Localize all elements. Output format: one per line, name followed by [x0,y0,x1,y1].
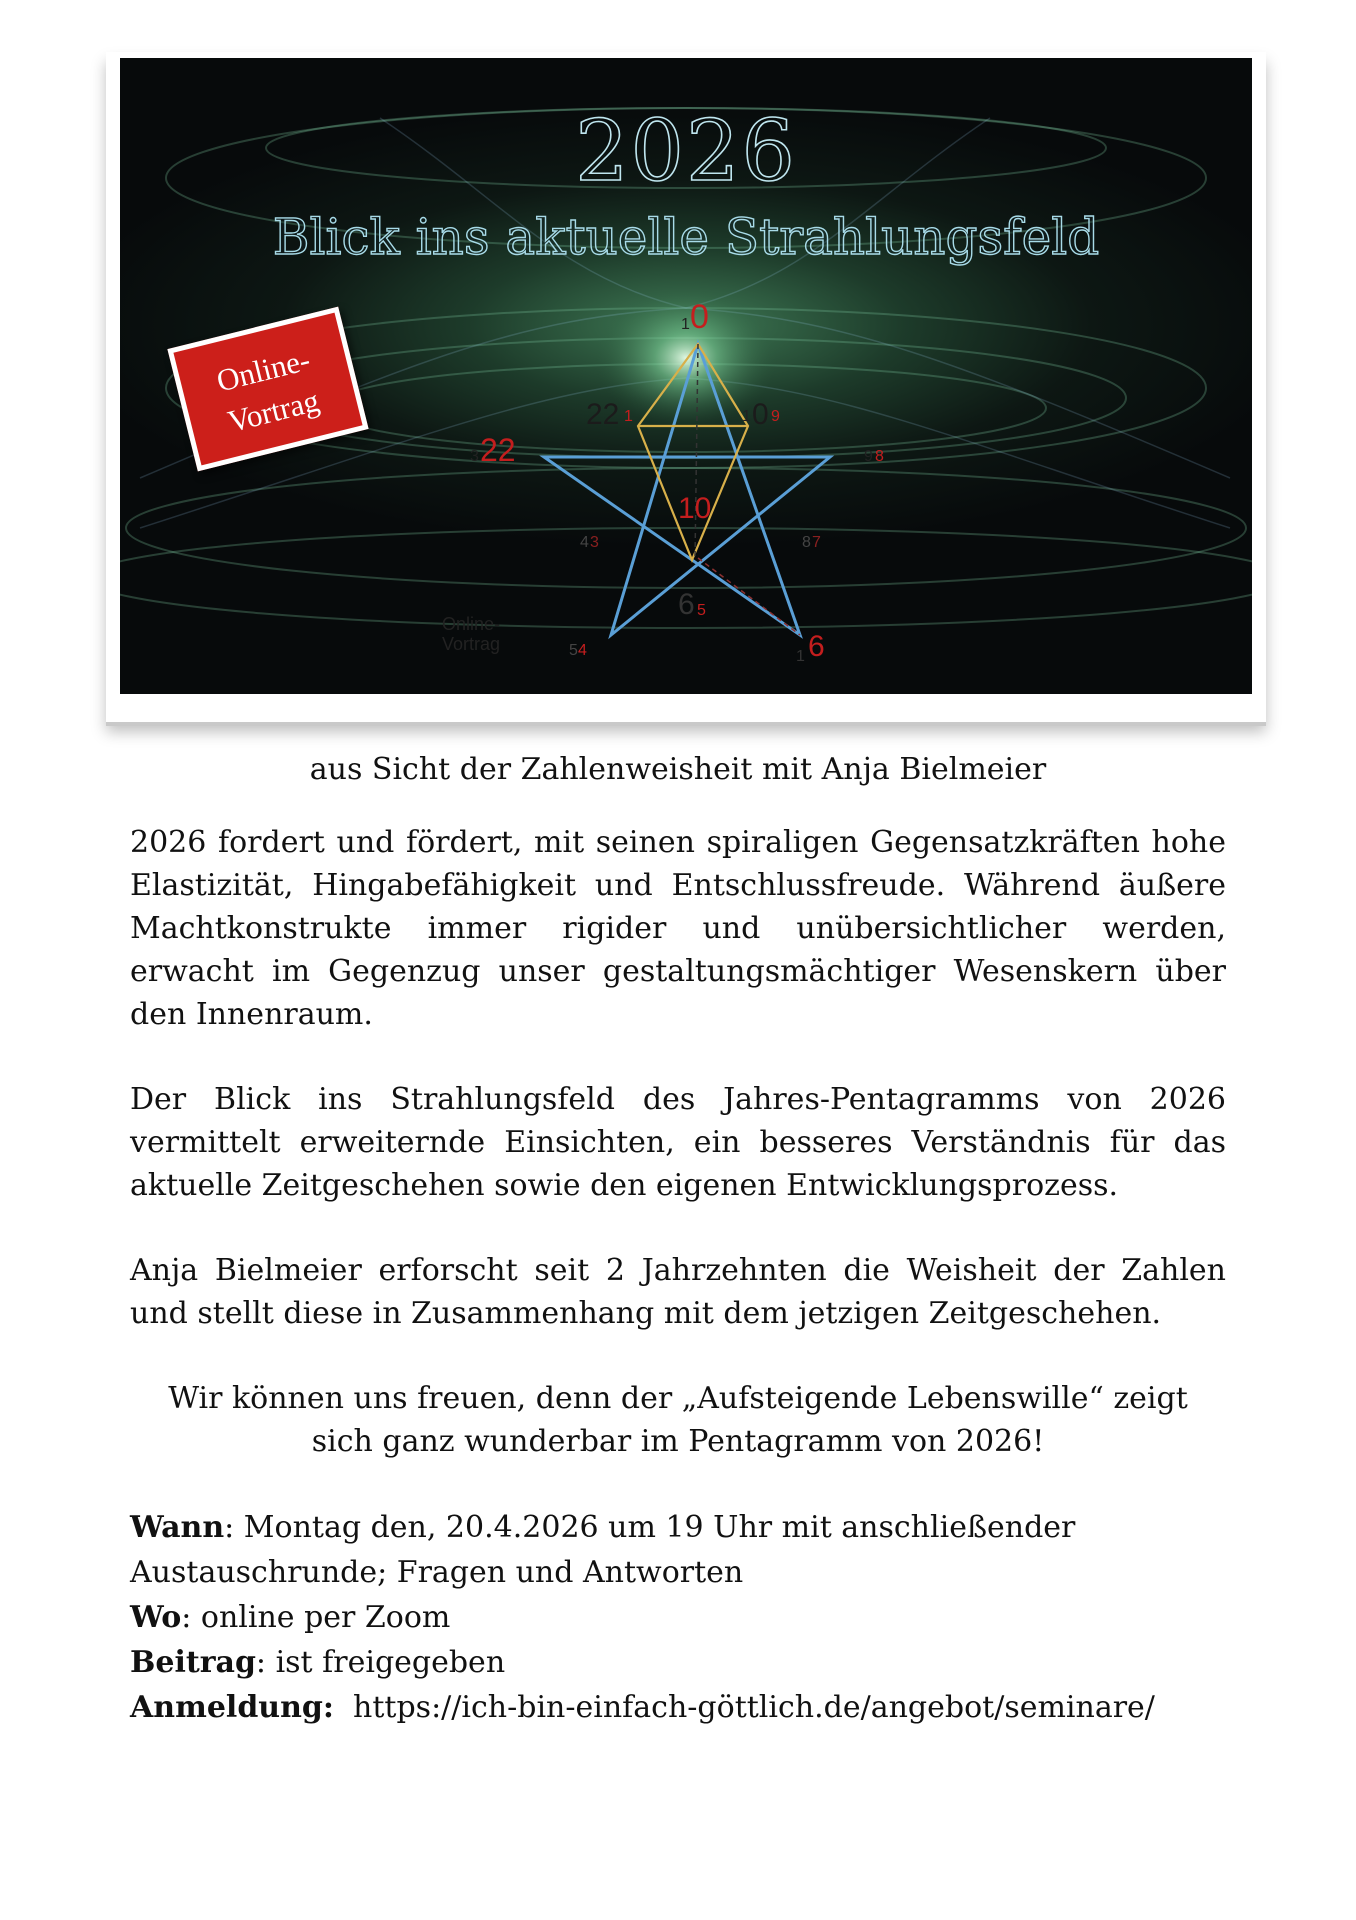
paragraph-pentagram: Der Blick ins Strahlungsfeld des Jahres-Pentagramms von 2026 vermittelt erweiternde Einsichten, ein besseres Verständnis für das aktuelle Zeitgeschehen sowie den eigenen Entwicklungsprozess. [130,1082,1226,1203]
info-when [130,1505,1226,1550]
when-value-continued: Austauschrunde; Fragen und Antworten [130,1555,744,1590]
event-info [130,1505,1226,1730]
num-top-small: 1 [681,316,690,333]
banner-title: Blick ins aktuelle Strahlungsfeld [272,208,1100,266]
num-mid-left-b: 3 [590,534,599,551]
paragraph-intro: 2026 fordert und fördert, mit seinen spiraligen Gegensatzkräften hohe Elastizität, Hingabefähigkeit und Entschlussfreude. Während äußere Machtkonstrukte immer rigider und unübersichtlicher werden, erwacht im Gegenzug unser gestaltungsmächtiger Wesenskern über den Innenraum. [130,825,1226,1032]
num-lower-center-b: 5 [697,602,706,619]
badge-line-1: Online- [213,341,314,399]
flyer-subtitle: aus Sicht der Zahlenweisheit mit Anja Bielmeier [309,752,1047,787]
num-lower-center: 6 [678,588,695,621]
small-label-line-1: Online- [442,614,501,634]
num-bottom-right-big: 6 [808,630,825,663]
num-upper-right-small: 1 [742,408,751,425]
registration-link[interactable]: https://ich-bin-einfach-göttlich.de/angebot/seminare/ [353,1690,1155,1725]
num-bottom-left-b: 4 [578,642,587,659]
small-online-label [442,614,500,654]
banner-year: 2026 [575,102,797,200]
num-upper-right-big: 0 [752,398,769,431]
num-right-b: 8 [875,448,884,465]
num-center: 10 [678,492,712,525]
registration-label: Anmeldung: [130,1690,334,1725]
where-label: Wo [130,1600,182,1635]
num-upper-left-big: 22 [586,398,620,431]
when-label: Wann [130,1510,225,1545]
when-value: : Montag den, 20.4.2026 um 19 Uhr mit anschließender [224,1510,1076,1545]
num-mid-left: 4 [580,534,589,551]
badge-line-2: Vortrag [224,382,323,439]
num-left-small: 3 [470,448,479,465]
num-left-big: 22 [480,432,516,468]
num-upper-left-small: 1 [624,408,633,425]
num-bottom-right-small: 1 [796,648,805,665]
paragraph-author: Anja Bielmeier erforscht seit 2 Jahrzehnten die Weisheit der Zahlen und stellt diese in Zusammenhang mit dem jetzigen Zeitgeschehen. [130,1253,1226,1331]
paragraph-highlight [130,1377,1226,1463]
highlight-line-2: sich ganz wunderbar im Pentagramm von 2026! [311,1424,1045,1459]
num-mid-right: 8 [802,534,811,551]
info-registration [130,1685,1226,1730]
num-mid-right-b: 7 [812,534,821,551]
fee-value: : ist freigegeben [255,1645,506,1680]
banner-image [120,58,1252,694]
highlight-line-1: Wir können uns freuen, denn der „Aufsteigende Lebenswille“ zeigt [168,1381,1188,1416]
num-right-a: 9 [864,448,873,465]
banner-frame [106,52,1266,722]
where-value: : online per Zoom [181,1600,451,1635]
small-label-line-2: Vortrag [442,634,501,654]
num-upper-right-red: 9 [771,408,780,425]
flyer-content [130,752,1226,1730]
num-bottom-left: 5 [569,642,578,659]
info-where [130,1595,1226,1640]
info-fee [130,1640,1226,1685]
num-top-big: 0 [690,298,709,336]
fee-label: Beitrag [130,1645,256,1680]
